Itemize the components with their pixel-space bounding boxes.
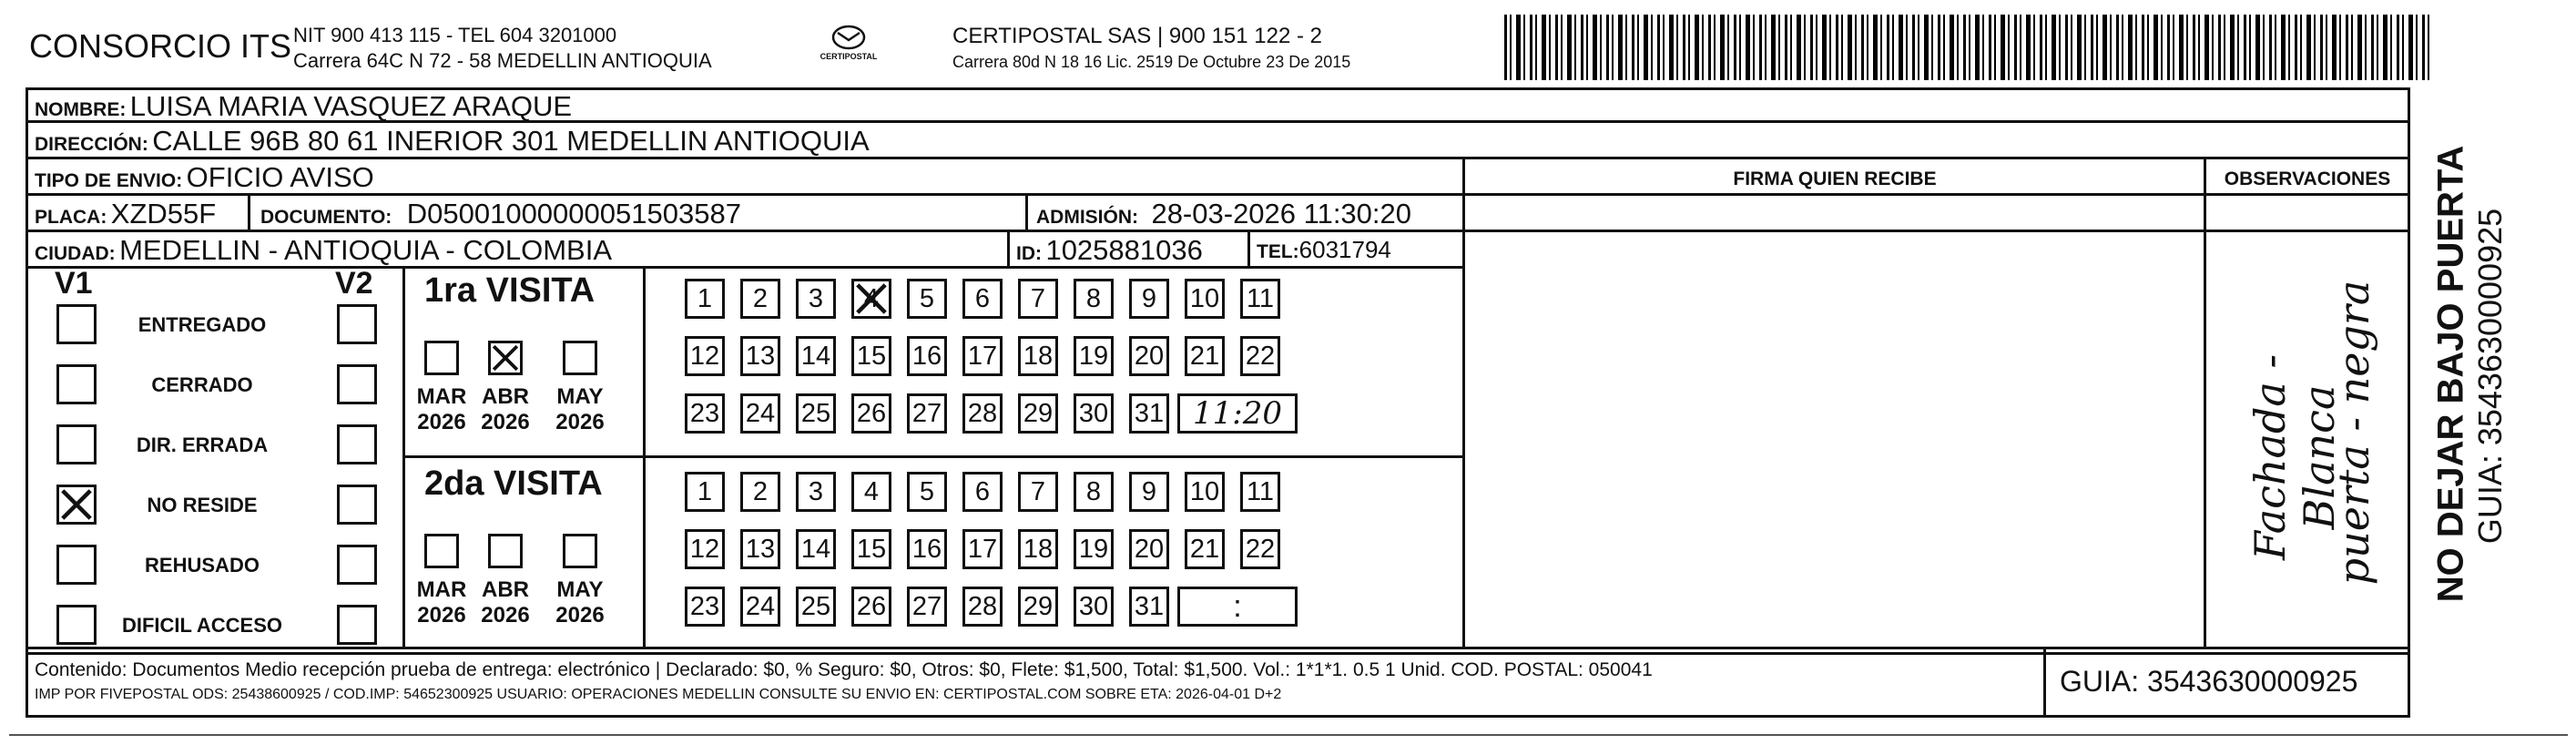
- month-label: MAY: [556, 384, 604, 409]
- nombre-label: NOMBRE:: [35, 99, 127, 120]
- tel-value: 6031794: [1298, 236, 1391, 263]
- day-box[interactable]: 13: [740, 529, 780, 569]
- status-label: DIFICIL ACCESO: [121, 614, 282, 637]
- id-value: 1025881036: [1045, 234, 1203, 266]
- id-cell: [1016, 234, 1203, 267]
- admision-cell: [1036, 198, 1411, 230]
- direccion-label: DIRECCIÓN:: [35, 134, 148, 155]
- year-label: 2026: [481, 410, 530, 434]
- license-line: Carrera 80d N 18 16 Lic. 2519 De Octubre 23 De 2015: [952, 53, 1351, 71]
- status-label: ENTREGADO: [137, 313, 267, 336]
- placa-label: PLACA:: [35, 207, 107, 228]
- tipo-row: [35, 161, 374, 194]
- status-label: REHUSADO: [145, 554, 260, 577]
- day-box[interactable]: 17: [962, 529, 1003, 569]
- placa-cell: [35, 198, 216, 230]
- firma-header: FIRMA QUIEN RECIBE: [1733, 168, 1937, 189]
- status-label: NO RESIDE: [147, 494, 258, 516]
- year-label: 2026: [555, 603, 605, 628]
- day-box[interactable]: 5: [907, 279, 947, 319]
- day-box[interactable]: 10: [1185, 472, 1225, 512]
- ciudad-value: MEDELLIN - ANTIOQUIA - COLOMBIA: [119, 234, 612, 266]
- day-box[interactable]: 3: [796, 472, 836, 512]
- barcode: [1504, 15, 2433, 80]
- footer-line-1: Contenido: Documentos Medio recepción prueba de entrega: electrónico | Declarado: $0, % Seguro: $0, Otros: $0, Flete: $1,500, Total: $1,500. Vol.: 1*1*1. 0.5 1 Unid. COD. POSTAL: 050041: [35, 659, 1653, 680]
- tipo-value: OFICIO AVISO: [186, 161, 374, 193]
- v2-checkbox[interactable]: [337, 605, 377, 645]
- day-box[interactable]: 9: [1129, 472, 1169, 512]
- day-box[interactable]: 5: [907, 472, 947, 512]
- day-box[interactable]: 16: [907, 336, 947, 376]
- v1-checkbox[interactable]: [56, 545, 97, 585]
- month-label: MAR: [416, 577, 467, 602]
- year-label: 2026: [417, 410, 466, 434]
- v1-checkbox[interactable]: [56, 424, 97, 464]
- day-box[interactable]: 12: [685, 529, 725, 569]
- day-box[interactable]: 4: [851, 472, 891, 512]
- admision-label: ADMISIÓN:: [1036, 207, 1138, 228]
- day-box[interactable]: 21: [1185, 336, 1225, 376]
- observaciones-note-1: Fachada - Blanca: [2245, 353, 2344, 561]
- day-box[interactable]: 6: [962, 472, 1003, 512]
- day-box[interactable]: 3: [796, 279, 836, 319]
- scan-edge-line: [9, 734, 2568, 736]
- month-label: ABR: [482, 577, 529, 602]
- v1-checkbox[interactable]: [56, 364, 97, 404]
- day-box[interactable]: 1: [685, 472, 725, 512]
- tipo-label: TIPO DE ENVIO:: [35, 170, 183, 191]
- day-box[interactable]: 14: [796, 529, 836, 569]
- status-label: DIR. ERRADA: [136, 434, 269, 456]
- v2-checkbox[interactable]: [337, 485, 377, 525]
- day-box[interactable]: 14: [796, 336, 836, 376]
- direccion-row: [35, 125, 870, 158]
- day-box[interactable]: 27: [907, 393, 947, 434]
- company-name: CONSORCIO ITS: [29, 27, 292, 65]
- v2-checkbox[interactable]: [337, 424, 377, 464]
- day-box[interactable]: 22: [1240, 529, 1280, 569]
- month-checkbox[interactable]: [424, 341, 459, 375]
- time-box[interactable]: :: [1177, 587, 1298, 627]
- day-box[interactable]: 16: [907, 529, 947, 569]
- day-box[interactable]: 2: [740, 472, 780, 512]
- certipostal-logo: [810, 24, 887, 75]
- day-box[interactable]: 6: [962, 279, 1003, 319]
- day-box[interactable]: 19: [1074, 336, 1114, 376]
- day-box[interactable]: 21: [1185, 529, 1225, 569]
- day-box[interactable]: 23: [685, 587, 725, 627]
- nit-line: NIT 900 413 115 - TEL 604 3201000: [293, 24, 617, 46]
- documento-value: D05001000000051503587: [406, 198, 741, 230]
- nombre-value: LUISA MARIA VASQUEZ ARAQUE: [129, 90, 573, 122]
- month-label: MAR: [416, 384, 467, 409]
- visit2-title: 2da VISITA: [424, 464, 603, 503]
- v1-label: V1: [55, 266, 93, 301]
- day-box[interactable]: 29: [1018, 587, 1058, 627]
- documento-cell: [260, 198, 741, 230]
- month-label: MAY: [556, 577, 604, 602]
- day-box[interactable]: 8: [1074, 279, 1114, 319]
- day-box[interactable]: 17: [962, 336, 1003, 376]
- day-box[interactable]: 29: [1018, 393, 1058, 434]
- direccion-value: CALLE 96B 80 61 INERIOR 301 MEDELLIN ANTIOQUIA: [152, 125, 870, 157]
- visit1-title: 1ra VISITA: [424, 271, 596, 310]
- day-box[interactable]: 26: [851, 393, 891, 434]
- v2-checkbox[interactable]: [337, 304, 377, 344]
- day-box[interactable]: 20: [1129, 529, 1169, 569]
- side-warning: NO DEJAR BAJO PUERTA: [2430, 145, 2471, 603]
- day-box[interactable]: 7: [1018, 279, 1058, 319]
- v2-label: V2: [335, 266, 373, 301]
- ciudad-cell: [35, 234, 612, 267]
- day-box[interactable]: 25: [796, 393, 836, 434]
- day-box[interactable]: 30: [1074, 587, 1114, 627]
- certipostal-line: CERTIPOSTAL SAS | 900 151 122 - 2: [952, 24, 1322, 48]
- day-box[interactable]: 18: [1018, 336, 1058, 376]
- day-box[interactable]: 18: [1018, 529, 1058, 569]
- day-box[interactable]: 22: [1240, 336, 1280, 376]
- day-box[interactable]: 12: [685, 336, 725, 376]
- day-box[interactable]: 20: [1129, 336, 1169, 376]
- day-box[interactable]: 31: [1129, 587, 1169, 627]
- day-box[interactable]: 24: [740, 587, 780, 627]
- day-box[interactable]: 23: [685, 393, 725, 434]
- time-box[interactable]: 11:20: [1177, 393, 1298, 434]
- certipostal-logo-icon: [830, 24, 867, 51]
- observaciones-note-2: puerta - negra: [2329, 280, 2378, 586]
- placa-value: XZD55F: [110, 198, 217, 230]
- day-box[interactable]: 8: [1074, 472, 1114, 512]
- year-label: 2026: [555, 410, 605, 434]
- id-label: ID:: [1016, 243, 1042, 264]
- logo-text: CERTIPOSTAL: [820, 52, 878, 61]
- day-box[interactable]: 15: [851, 529, 891, 569]
- year-label: 2026: [481, 603, 530, 628]
- frame-left: [25, 87, 28, 654]
- day-box[interactable]: 28: [962, 393, 1003, 434]
- tel-cell: [1257, 236, 1391, 264]
- day-box[interactable]: 15: [851, 336, 891, 376]
- month-checkbox[interactable]: [563, 341, 597, 375]
- day-box[interactable]: 11: [1240, 279, 1280, 319]
- documento-label: DOCUMENTO:: [260, 207, 392, 228]
- day-box[interactable]: 27: [907, 587, 947, 627]
- month-checkbox[interactable]: [488, 534, 523, 568]
- side-guia: GUIA: 3543630000925: [2471, 208, 2509, 545]
- day-box[interactable]: 25: [796, 587, 836, 627]
- day-box[interactable]: 10: [1185, 279, 1225, 319]
- month-checkbox[interactable]: [488, 341, 523, 375]
- ciudad-label: CIUDAD:: [35, 243, 116, 264]
- frame-right: [2408, 87, 2410, 654]
- company-address: Carrera 64C N 72 - 58 MEDELLIN ANTIOQUIA: [293, 49, 712, 72]
- frame-bottom: [25, 652, 2410, 655]
- day-box[interactable]: 1: [685, 279, 725, 319]
- nombre-row: [35, 90, 572, 123]
- admision-value: 28-03-2026 11:30:20: [1151, 198, 1412, 230]
- status-label: CERRADO: [151, 373, 253, 396]
- year-label: 2026: [417, 603, 466, 628]
- footer-guia: GUIA: 3543630000925: [2060, 665, 2358, 698]
- day-box[interactable]: 9: [1129, 279, 1169, 319]
- month-label: ABR: [482, 384, 529, 409]
- month-checkbox[interactable]: [424, 534, 459, 568]
- day-box[interactable]: 28: [962, 587, 1003, 627]
- day-box[interactable]: 24: [740, 393, 780, 434]
- day-box[interactable]: 19: [1074, 529, 1114, 569]
- v1-checkbox[interactable]: [56, 605, 97, 645]
- day-box[interactable]: 4: [851, 279, 891, 319]
- day-box[interactable]: 13: [740, 336, 780, 376]
- day-box[interactable]: 31: [1129, 393, 1169, 434]
- day-box[interactable]: 7: [1018, 472, 1058, 512]
- day-box[interactable]: 30: [1074, 393, 1114, 434]
- day-box[interactable]: 26: [851, 587, 891, 627]
- observaciones-header: OBSERVACIONES: [2224, 168, 2391, 189]
- v1-checkbox[interactable]: [56, 485, 97, 525]
- tel-label: TEL:: [1257, 241, 1299, 262]
- v2-checkbox[interactable]: [337, 545, 377, 585]
- day-box[interactable]: 2: [740, 279, 780, 319]
- month-checkbox[interactable]: [563, 534, 597, 568]
- v2-checkbox[interactable]: [337, 364, 377, 404]
- day-box[interactable]: 11: [1240, 472, 1280, 512]
- v1-checkbox[interactable]: [56, 304, 97, 344]
- footer-line-2: IMP POR FIVEPOSTAL ODS: 25438600925 / COD.IMP: 54652300925 USUARIO: OPERACIONES MEDELLIN CONSULTE SU ENVIO EN: CERTIPOSTAL.COM SOBRE ETA: 2026-04-01 D+2: [35, 687, 1282, 702]
